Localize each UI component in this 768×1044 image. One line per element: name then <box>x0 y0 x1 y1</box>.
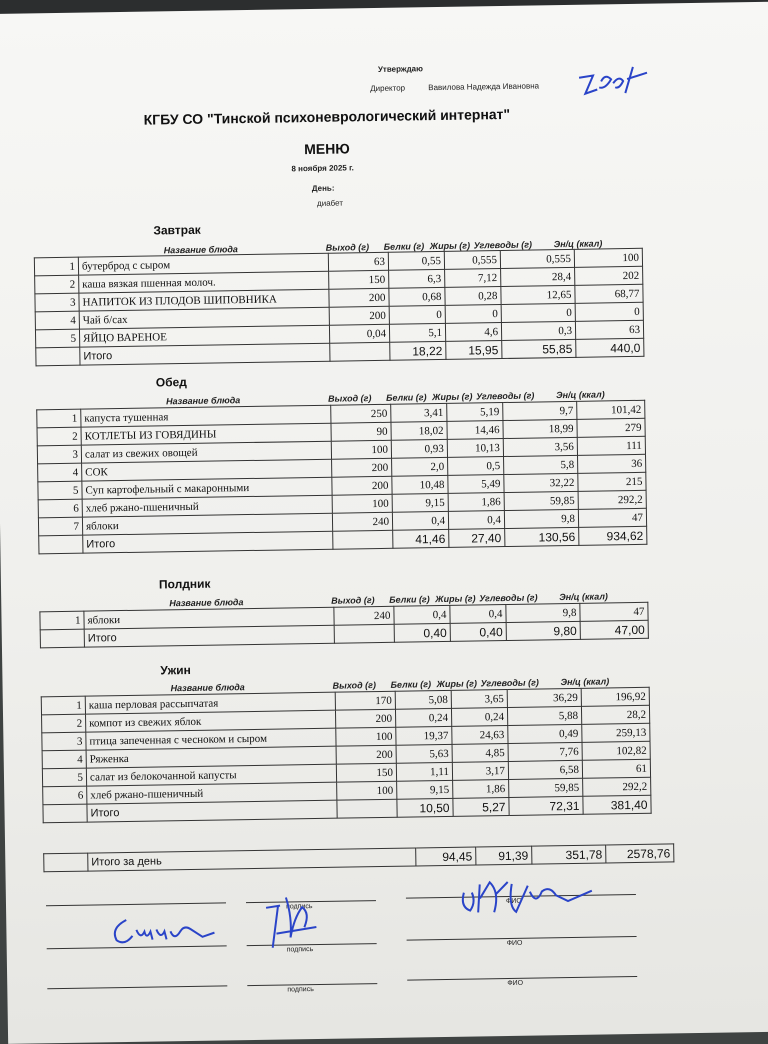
dish-name: Чай б/сах <box>79 307 329 329</box>
handwritten-signature-1 <box>106 909 217 951</box>
dish-carbs: 7,76 <box>508 742 582 761</box>
column-header-name: Название блюда <box>170 682 245 694</box>
dish-output: 170 <box>335 691 395 710</box>
day-total-label: Итого за день <box>88 848 416 871</box>
dish-fat: 10,13 <box>447 439 503 458</box>
column-header-name: Название блюда <box>166 395 241 407</box>
dish-energy: 202 <box>575 266 643 285</box>
total-carbs: 130,56 <box>505 527 579 546</box>
dish-protein: 0,4 <box>394 605 450 624</box>
total-blank <box>40 629 84 648</box>
dish-energy: 68,77 <box>575 284 643 303</box>
column-header-name: Название блюда <box>169 597 244 609</box>
dish-carbs: 5,8 <box>504 455 578 474</box>
day-total-energy: 2578,76 <box>606 844 674 863</box>
fio-label-1: ФИО <box>505 897 522 906</box>
dish-output: 0,04 <box>329 324 389 343</box>
approval-role: Директор <box>370 83 406 94</box>
dish-carbs: 9,8 <box>504 509 578 528</box>
dish-protein: 3,41 <box>391 403 447 422</box>
dish-carbs: 0 <box>501 303 575 322</box>
row-number: 3 <box>42 732 86 751</box>
dish-energy: 259,13 <box>582 723 650 742</box>
row-number: 5 <box>42 768 86 787</box>
dish-fat: 4,6 <box>445 323 501 342</box>
dish-output: 250 <box>331 404 391 423</box>
dish-carbs: 59,85 <box>504 491 578 510</box>
dish-energy: 292,2 <box>578 490 646 509</box>
row-number: 3 <box>37 445 81 464</box>
meal-table <box>39 602 649 649</box>
dish-protein: 9,15 <box>392 493 448 512</box>
director-signature <box>575 59 656 102</box>
dish-protein: 5,1 <box>389 323 445 342</box>
podpis-label-2: подпись <box>286 946 314 954</box>
dish-name: хлеб ржано-пшеничный <box>82 495 332 517</box>
dish-fat: 5,49 <box>448 475 504 494</box>
column-header-protein: Белки (г) <box>385 392 427 403</box>
dish-output: 100 <box>336 727 396 746</box>
fio-label-2: ФИО <box>506 939 523 948</box>
dish-output: 150 <box>329 270 389 289</box>
dish-output: 200 <box>329 306 389 325</box>
day-total-blank <box>44 853 88 872</box>
dish-output: 90 <box>331 422 391 441</box>
dish-protein: 0,93 <box>391 439 447 458</box>
day-total-protein: 94,45 <box>416 847 476 866</box>
signature-line-7 <box>47 985 227 989</box>
column-header-protein: Белки (г) <box>389 594 430 605</box>
row-number: 1 <box>34 257 78 276</box>
total-energy: 440,0 <box>576 338 644 357</box>
day-total-carbs: 351,78 <box>532 845 606 864</box>
column-header-output: Выход (г) <box>332 680 376 691</box>
column-header-carbs: Углеводы (г) <box>475 390 535 402</box>
row-number: 7 <box>38 517 82 536</box>
diet-label: диабет <box>316 198 344 208</box>
approval-label: Утверждаю <box>377 64 423 74</box>
dish-output: 200 <box>335 709 395 728</box>
dish-protein: 0,24 <box>395 708 451 727</box>
total-energy: 381,40 <box>583 795 651 814</box>
dish-fat: 0 <box>445 305 501 324</box>
day-total-fat: 91,39 <box>476 846 532 865</box>
total-carbs: 9,80 <box>506 621 580 640</box>
dish-name: хлеб ржано-пшеничный <box>87 782 337 804</box>
dish-energy: 101,42 <box>577 400 645 419</box>
dish-energy: 279 <box>577 418 645 437</box>
handwritten-signature-2 <box>256 887 327 958</box>
meal-title: Обед <box>155 374 187 390</box>
dish-name: каша вязкая пшенная молоч. <box>79 271 329 293</box>
dish-carbs: 5,88 <box>507 706 581 725</box>
dish-output: 240 <box>332 512 392 531</box>
dish-energy: 36 <box>578 454 646 473</box>
dish-name: НАПИТОК ИЗ ПЛОДОВ ШИПОВНИКА <box>79 289 329 311</box>
total-protein: 0,40 <box>394 623 450 642</box>
org-title: КГБУ СО "Тинской психоневрологический интернат" <box>143 105 511 128</box>
dish-fat: 0,5 <box>448 457 504 476</box>
total-label: Итого <box>80 343 330 365</box>
meal-title: Полдник <box>158 576 211 592</box>
dish-carbs: 18,99 <box>503 419 577 438</box>
dish-fat: 0,4 <box>450 605 506 624</box>
dish-carbs: 59,85 <box>509 778 583 797</box>
row-number: 4 <box>35 311 79 330</box>
dish-energy: 100 <box>574 248 642 267</box>
meal-table <box>34 248 645 367</box>
column-header-name: Название блюда <box>163 244 238 256</box>
dish-carbs: 0,49 <box>508 724 582 743</box>
dish-protein: 0,68 <box>389 287 445 306</box>
total-energy: 47,00 <box>580 620 648 639</box>
row-number: 6 <box>38 499 82 518</box>
dish-output: 200 <box>329 288 389 307</box>
row-number: 4 <box>42 750 86 769</box>
dish-output: 240 <box>334 606 394 625</box>
dish-protein: 5,08 <box>395 690 451 709</box>
dish-name: яблоки <box>84 607 334 629</box>
total-carbs: 72,31 <box>509 796 583 815</box>
approval-name: Вавилова Надежда Ивановна <box>428 81 540 93</box>
dish-name: бутерброд с сыром <box>78 253 328 275</box>
row-number: 2 <box>42 714 86 733</box>
dish-name: капуста тушенная <box>81 405 331 427</box>
total-blank <box>36 347 80 366</box>
dish-fat: 3,65 <box>451 689 507 708</box>
column-header-carbs: Углеводы (г) <box>479 592 538 604</box>
podpis-label-1: подпись <box>286 903 313 911</box>
dish-protein: 1,11 <box>396 762 452 781</box>
day-label: День: <box>311 183 335 193</box>
dish-output: 100 <box>332 494 392 513</box>
dish-fat: 24,63 <box>452 725 508 744</box>
dish-fat: 0,28 <box>445 287 501 306</box>
dish-name: птица запеченная с чесноком и сыром <box>86 728 336 750</box>
dish-output: 200 <box>336 745 396 764</box>
total-blank <box>43 804 87 823</box>
dish-energy: 215 <box>578 472 646 491</box>
total-blank-output <box>337 799 397 818</box>
meal-table <box>36 400 647 555</box>
meal-title: Ужин <box>160 662 191 678</box>
dish-protein: 0,4 <box>392 511 448 530</box>
column-header-protein: Белки (г) <box>383 241 425 252</box>
dish-output: 100 <box>331 440 391 459</box>
row-number: 2 <box>35 275 79 294</box>
dish-protein: 0,55 <box>388 251 444 270</box>
dish-fat: 3,17 <box>452 761 508 780</box>
dish-energy: 102,82 <box>582 741 650 760</box>
dish-energy: 111 <box>577 436 645 455</box>
row-number: 2 <box>37 427 81 446</box>
dish-protein: 19,37 <box>396 726 452 745</box>
dish-fat: 1,86 <box>453 779 509 798</box>
dish-energy: 28,2 <box>581 705 649 724</box>
column-header-energy: Эн/ц (ккал) <box>559 591 608 603</box>
doc-title: МЕНЮ <box>304 140 350 158</box>
row-number: 3 <box>35 293 79 312</box>
column-header-fat: Жиры (г) <box>429 240 471 252</box>
row-number: 1 <box>37 409 81 428</box>
dish-carbs: 28,4 <box>501 267 575 286</box>
total-label: Итого <box>83 531 333 553</box>
total-energy: 934,62 <box>579 526 647 545</box>
row-number: 5 <box>35 329 79 348</box>
row-number: 1 <box>41 696 85 715</box>
dish-protein: 10,48 <box>392 475 448 494</box>
total-fat: 15,95 <box>446 341 502 360</box>
dish-carbs: 0,555 <box>500 249 574 268</box>
column-header-energy: Эн/ц (ккал) <box>553 238 603 250</box>
dish-carbs: 9,8 <box>506 603 580 622</box>
total-fat: 27,40 <box>449 529 505 548</box>
column-header-output: Выход (г) <box>331 595 375 606</box>
dish-energy: 292,2 <box>583 777 651 796</box>
dish-carbs: 12,65 <box>501 285 575 304</box>
dish-fat: 5,19 <box>447 403 503 422</box>
dish-energy: 63 <box>575 320 643 339</box>
row-number: 5 <box>38 481 82 500</box>
dish-protein: 9,15 <box>397 780 453 799</box>
column-header-energy: Эн/ц (ккал) <box>560 676 610 688</box>
dish-carbs: 3,56 <box>503 437 577 456</box>
dish-name: компот из свежих яблок <box>86 710 336 732</box>
total-fat: 0,40 <box>450 622 506 641</box>
dish-carbs: 9,7 <box>503 401 577 420</box>
column-header-carbs: Углеводы (г) <box>480 677 539 689</box>
fio-label-3: ФИО <box>507 979 524 988</box>
meal-table <box>41 687 652 824</box>
total-blank-output <box>333 530 393 549</box>
dish-name: Ряженка <box>86 746 336 768</box>
menu-date: 8 ноября 2025 г. <box>291 163 354 174</box>
meal-title: Завтрак <box>153 222 201 238</box>
dish-carbs: 36,29 <box>507 688 581 707</box>
dish-name: каша перловая рассыпчатая <box>85 692 335 714</box>
dish-fat: 1,86 <box>448 493 504 512</box>
column-header-fat: Жиры (г) <box>435 593 476 605</box>
dish-protein: 0 <box>389 305 445 324</box>
handwritten-signature-3 <box>456 871 597 923</box>
total-fat: 5,27 <box>453 797 509 816</box>
total-protein: 10,50 <box>397 798 453 817</box>
row-number: 1 <box>40 611 84 630</box>
dish-fat: 0,555 <box>444 251 500 270</box>
dish-name: яблоки <box>82 513 332 535</box>
total-protein: 18,22 <box>390 341 446 360</box>
dish-fat: 14,46 <box>447 421 503 440</box>
dish-energy: 47 <box>578 508 646 527</box>
day-total-table <box>43 843 674 872</box>
column-header-protein: Белки (г) <box>390 679 432 690</box>
dish-energy: 0 <box>575 302 643 321</box>
column-header-output: Выход (г) <box>328 393 372 404</box>
dish-output: 63 <box>328 252 388 271</box>
dish-output: 150 <box>336 763 396 782</box>
dish-energy: 61 <box>582 759 650 778</box>
dish-protein: 6,3 <box>389 269 445 288</box>
column-header-energy: Эн/ц (ккал) <box>555 389 605 401</box>
dish-carbs: 6,58 <box>508 760 582 779</box>
dish-fat: 0,4 <box>448 511 504 530</box>
dish-name: салат из свежих овощей <box>81 441 331 463</box>
column-header-fat: Жиры (г) <box>436 678 477 690</box>
dish-name: салат из белокочанной капусты <box>86 764 336 786</box>
menu-sheet <box>0 2 768 1044</box>
dish-fat: 0,24 <box>451 707 507 726</box>
dish-protein: 5,63 <box>396 744 452 763</box>
dish-energy: 196,92 <box>581 687 649 706</box>
signature-line-1 <box>46 902 226 906</box>
total-blank-output <box>330 342 390 361</box>
row-number: 6 <box>43 786 87 805</box>
dish-carbs: 32,22 <box>504 473 578 492</box>
dish-protein: 18,02 <box>391 421 447 440</box>
dish-protein: 2,0 <box>392 457 448 476</box>
dish-carbs: 0,3 <box>501 321 575 340</box>
row-number: 4 <box>38 463 82 482</box>
total-label: Итого <box>87 800 337 822</box>
column-header-output: Выход (г) <box>325 242 370 253</box>
dish-name: СОК <box>82 459 332 481</box>
total-protein: 41,46 <box>393 529 449 548</box>
dish-fat: 4,85 <box>452 743 508 762</box>
total-blank-output <box>334 624 394 643</box>
total-carbs: 55,85 <box>502 339 576 358</box>
dish-energy: 47 <box>580 602 648 621</box>
dish-name: ЯЙЦО ВАРЕНОЕ <box>79 325 329 347</box>
dish-output: 200 <box>332 476 392 495</box>
dish-output: 200 <box>332 458 392 477</box>
dish-fat: 7,12 <box>445 269 501 288</box>
dish-name: Суп картофельный с макаронными <box>82 477 332 499</box>
podpis-label-3: подпись <box>287 986 314 994</box>
dish-name: КОТЛЕТЫ ИЗ ГОВЯДИНЫ <box>81 423 331 445</box>
column-header-fat: Жиры (г) <box>431 391 473 403</box>
dish-output: 100 <box>337 781 397 800</box>
total-blank <box>39 535 83 554</box>
day-total-row <box>44 844 674 872</box>
column-header-carbs: Углеводы (г) <box>473 239 533 251</box>
total-label: Итого <box>84 625 334 647</box>
